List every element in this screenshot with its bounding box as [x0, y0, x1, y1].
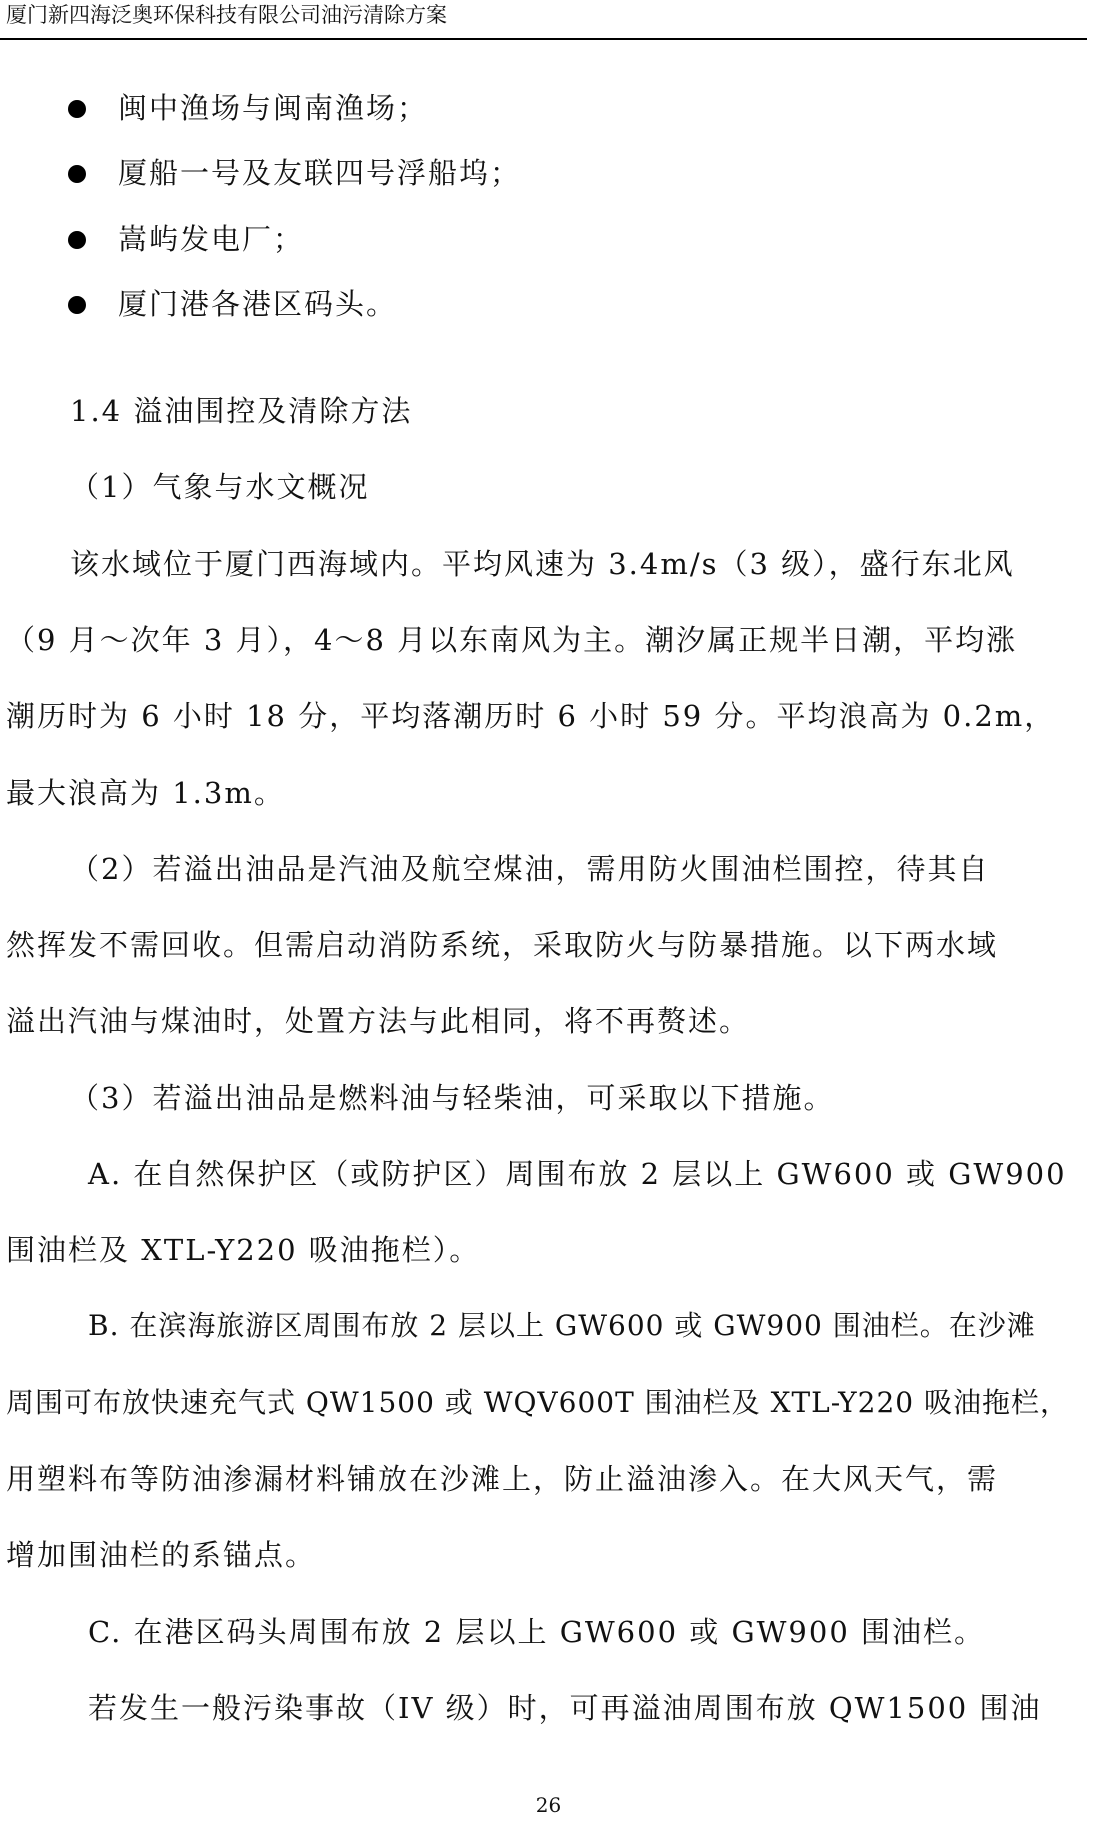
- paragraph-line: （9 月～次年 3 月），4～8 月以东南风为主。潮汐属正规半日潮，平均涨: [6, 623, 1018, 657]
- bullet-dot-icon: [68, 165, 86, 183]
- subsection-heading: （1）气象与水文概况: [70, 470, 370, 504]
- paragraph-line: （3）若溢出油品是燃料油与轻柴油，可采取以下措施。: [70, 1081, 835, 1115]
- list-line: 用塑料布等防油渗漏材料铺放在沙滩上，防止溢油渗入。在大风天气，需: [6, 1462, 999, 1496]
- list-line: C. 在港区码头周围布放 2 层以上 GW600 或 GW900 围油栏。: [88, 1615, 986, 1649]
- bullet-dot-icon: [68, 296, 86, 314]
- page-number: 26: [535, 1793, 562, 1817]
- paragraph-line: （2）若溢出油品是汽油及航空煤油，需用防火围油栏围控，待其自: [70, 852, 990, 886]
- bullet-text: 嵩屿发电厂；: [118, 222, 305, 256]
- paragraph-line: 然挥发不需回收。但需启动消防系统，采取防火与防暴措施。以下两水域: [6, 928, 999, 962]
- bullet-text: 厦船一号及友联四号浮船坞；: [118, 156, 522, 190]
- paragraph-line: 最大浪高为 1.3m。: [6, 776, 285, 810]
- section-heading: 1.4 溢油围控及清除方法: [70, 394, 413, 428]
- page-header: 厦门新四海泛奥环保科技有限公司油污清除方案: [6, 3, 447, 27]
- bullet-text: 厦门港各港区码头。: [118, 287, 398, 321]
- paragraph-line: 该水域位于厦门西海域内。平均风速为 3.4m/s（3 级），盛行东北风: [70, 547, 1015, 581]
- paragraph-line: 溢出汽油与煤油时，处置方法与此相同，将不再赘述。: [6, 1004, 751, 1038]
- paragraph-line: 若发生一般污染事故（IV 级）时，可再溢油周围布放 QW1500 围油: [88, 1691, 1042, 1725]
- list-line: B. 在滨海旅游区周围布放 2 层以上 GW600 或 GW900 围油栏。在沙滩: [88, 1309, 1036, 1342]
- header-rule: [0, 38, 1087, 40]
- list-line: 增加围油栏的系锚点。: [6, 1538, 317, 1572]
- list-line: A. 在自然保护区（或防护区）周围布放 2 层以上 GW600 或 GW900: [88, 1157, 1067, 1191]
- paragraph-line: 潮历时为 6 小时 18 分，平均落潮历时 6 小时 59 分。平均浪高为 0.2m，: [6, 699, 1056, 733]
- bullet-dot-icon: [68, 100, 86, 118]
- list-line: 周围可布放快速充气式 QW1500 或 WQV600T 围油栏及 XTL-Y220 吸油拖栏，: [6, 1386, 1069, 1419]
- list-line: 围油栏及 XTL-Y220 吸油拖栏）。: [6, 1233, 481, 1267]
- bullet-dot-icon: [68, 231, 86, 249]
- bullet-text: 闽中渔场与闽南渔场；: [118, 91, 429, 125]
